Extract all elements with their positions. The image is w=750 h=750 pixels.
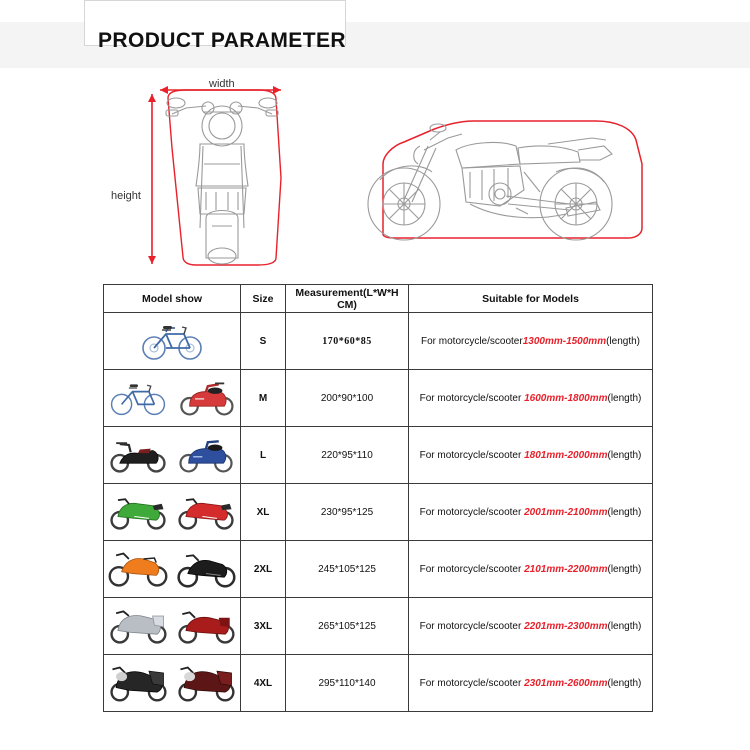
bicycle-blue-image	[138, 320, 206, 362]
cruiser-red-image	[175, 605, 237, 647]
suitable-cell	[409, 655, 653, 712]
suitable-suffix: (length)	[606, 335, 640, 347]
suitable-cell	[409, 427, 653, 484]
measurement-cell: 170*60*85	[286, 313, 409, 370]
table-row	[104, 541, 653, 598]
table-row	[104, 598, 653, 655]
suitable-length: 2201mm-2300mm	[524, 620, 608, 632]
suitable-length: 2301mm-2600mm	[524, 677, 608, 689]
suitable-cell	[409, 370, 653, 427]
front-view-motorcycle	[166, 98, 278, 264]
product-diagram	[0, 68, 750, 273]
suitable-suffix: (length)	[607, 506, 642, 518]
suitable-suffix: (length)	[607, 563, 642, 575]
model-show-cell	[104, 370, 241, 427]
size-cell: 2XL	[241, 541, 286, 598]
suitable-cell	[409, 484, 653, 541]
suitable-suffix: (length)	[607, 620, 642, 632]
suitable-cell	[409, 313, 653, 370]
front-cover-outline	[168, 90, 281, 265]
suitable-suffix: (length)	[607, 449, 642, 461]
suitable-length: 2001mm-2100mm	[524, 506, 608, 518]
naked-black-image	[175, 548, 237, 590]
table-row	[104, 427, 653, 484]
column-header-size: Size	[241, 285, 286, 313]
touring-darkred-image	[175, 662, 237, 704]
sportbike-green-image	[107, 491, 169, 533]
scooter-red-image	[175, 377, 237, 419]
table-row	[104, 484, 653, 541]
measurement-cell: 265*105*125	[286, 598, 409, 655]
touring-black-image	[107, 662, 169, 704]
column-header-suitable: Suitable for Models	[409, 285, 653, 313]
suitable-length: 2101mm-2200mm	[524, 563, 608, 575]
model-show-cell	[104, 655, 241, 712]
spec-table-body	[104, 313, 653, 712]
table-row	[104, 370, 653, 427]
column-header-measurement: Measurement(L*W*H CM)	[286, 285, 409, 313]
table-row	[104, 313, 653, 370]
table-row	[104, 655, 653, 712]
measurement-cell: 245*105*125	[286, 541, 409, 598]
underbone-black-image	[107, 434, 169, 476]
width-label: width	[209, 78, 235, 90]
size-cell: M	[241, 370, 286, 427]
suitable-length: 1600mm-1800mm	[524, 392, 608, 404]
suitable-length: 1300mm-1500mm	[522, 335, 607, 347]
model-show-cell	[104, 313, 241, 370]
suitable-suffix: (length)	[607, 392, 642, 404]
suitable-prefix: For motorcycle/scooter	[419, 620, 525, 632]
suitable-prefix: For motorcycle/scooter	[419, 392, 525, 404]
size-cell: S	[241, 313, 286, 370]
size-cell: 4XL	[241, 655, 286, 712]
height-arrow	[148, 94, 156, 264]
spec-table	[103, 284, 653, 712]
enduro-orange-image	[107, 548, 169, 590]
model-show-cell	[104, 484, 241, 541]
tourer-silver-image	[107, 605, 169, 647]
measurement-cell: 230*95*125	[286, 484, 409, 541]
size-cell: L	[241, 427, 286, 484]
measurement-cell: 200*90*100	[286, 370, 409, 427]
bicycle-blue-image	[107, 377, 169, 419]
sportbike-red-image	[175, 491, 237, 533]
scooter-blue-image	[175, 434, 237, 476]
suitable-prefix: For motorcycle/scooter	[419, 563, 525, 575]
suitable-cell	[409, 541, 653, 598]
height-label: height	[111, 190, 141, 202]
spec-table-wrapper	[103, 284, 648, 712]
measurement-cell: 220*95*110	[286, 427, 409, 484]
measurement-cell: 295*110*140	[286, 655, 409, 712]
size-cell: XL	[241, 484, 286, 541]
table-header-row	[104, 285, 653, 313]
column-header-model-show: Model show	[104, 285, 241, 313]
spec-table-head	[104, 285, 653, 313]
suitable-length: 1801mm-2000mm	[524, 449, 608, 461]
page-title: PRODUCT PARAMETER	[98, 29, 346, 52]
suitable-prefix: For motorcycle/scooter	[419, 449, 525, 461]
suitable-prefix: For motorcycle/scooter	[419, 677, 525, 689]
model-show-cell	[104, 427, 241, 484]
model-show-cell	[104, 598, 241, 655]
suitable-cell	[409, 598, 653, 655]
suitable-prefix: For motorcycle/scooter	[421, 335, 523, 347]
model-show-cell	[104, 541, 241, 598]
suitable-suffix: (length)	[607, 677, 642, 689]
suitable-prefix: For motorcycle/scooter	[419, 506, 525, 518]
size-cell: 3XL	[241, 598, 286, 655]
